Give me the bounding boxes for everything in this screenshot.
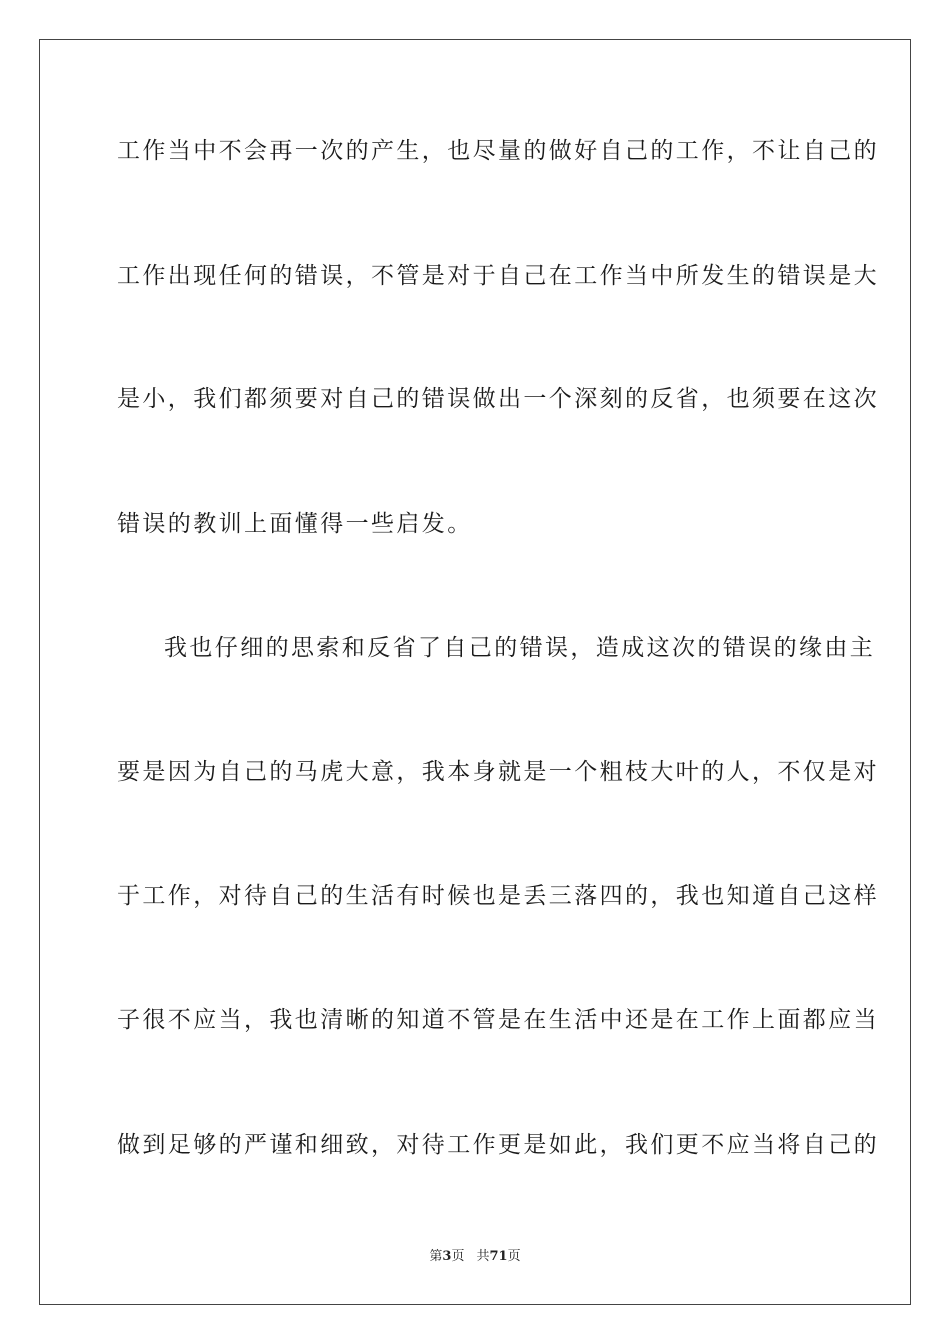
total-suffix: 页 [507,1249,521,1264]
body-text-line-6: 要是因为自己的马虎大意，我本身就是一个粗枝大叶的人，不仅是对 [117,759,879,785]
total-pages: 71 [489,1249,508,1264]
page-footer [0,1248,950,1266]
page-prefix: 第 [429,1249,443,1264]
paragraph-start-line: 我也仔细的思索和反省了自己的错误，造成这次的错误的缘由主 [164,635,876,661]
body-text-line-3: 是小，我们都须要对自己的错误做出一个深刻的反省，也须要在这次 [117,386,879,412]
body-text-line-8: 子很不应当，我也清晰的知道不管是在生活中还是在工作上面都应当 [117,1007,879,1033]
body-text-line-4: 错误的教训上面懂得一些启发。 [117,511,473,537]
total-prefix: 共 [476,1249,490,1264]
page-suffix: 页 [451,1249,465,1264]
page-number: 3 [442,1249,452,1264]
page-border [39,39,911,1305]
body-text-line-2: 工作出现任何的错误，不管是对于自己在工作当中所发生的错误是大 [117,263,879,289]
body-text-line-7: 于工作，对待自己的生活有时候也是丢三落四的，我也知道自己这样 [117,883,879,909]
body-text-line-1: 工作当中不会再一次的产生，也尽量的做好自己的工作，不让自己的 [117,138,879,164]
body-text-line-9: 做到足够的严谨和细致，对待工作更是如此，我们更不应当将自己的 [117,1132,879,1158]
